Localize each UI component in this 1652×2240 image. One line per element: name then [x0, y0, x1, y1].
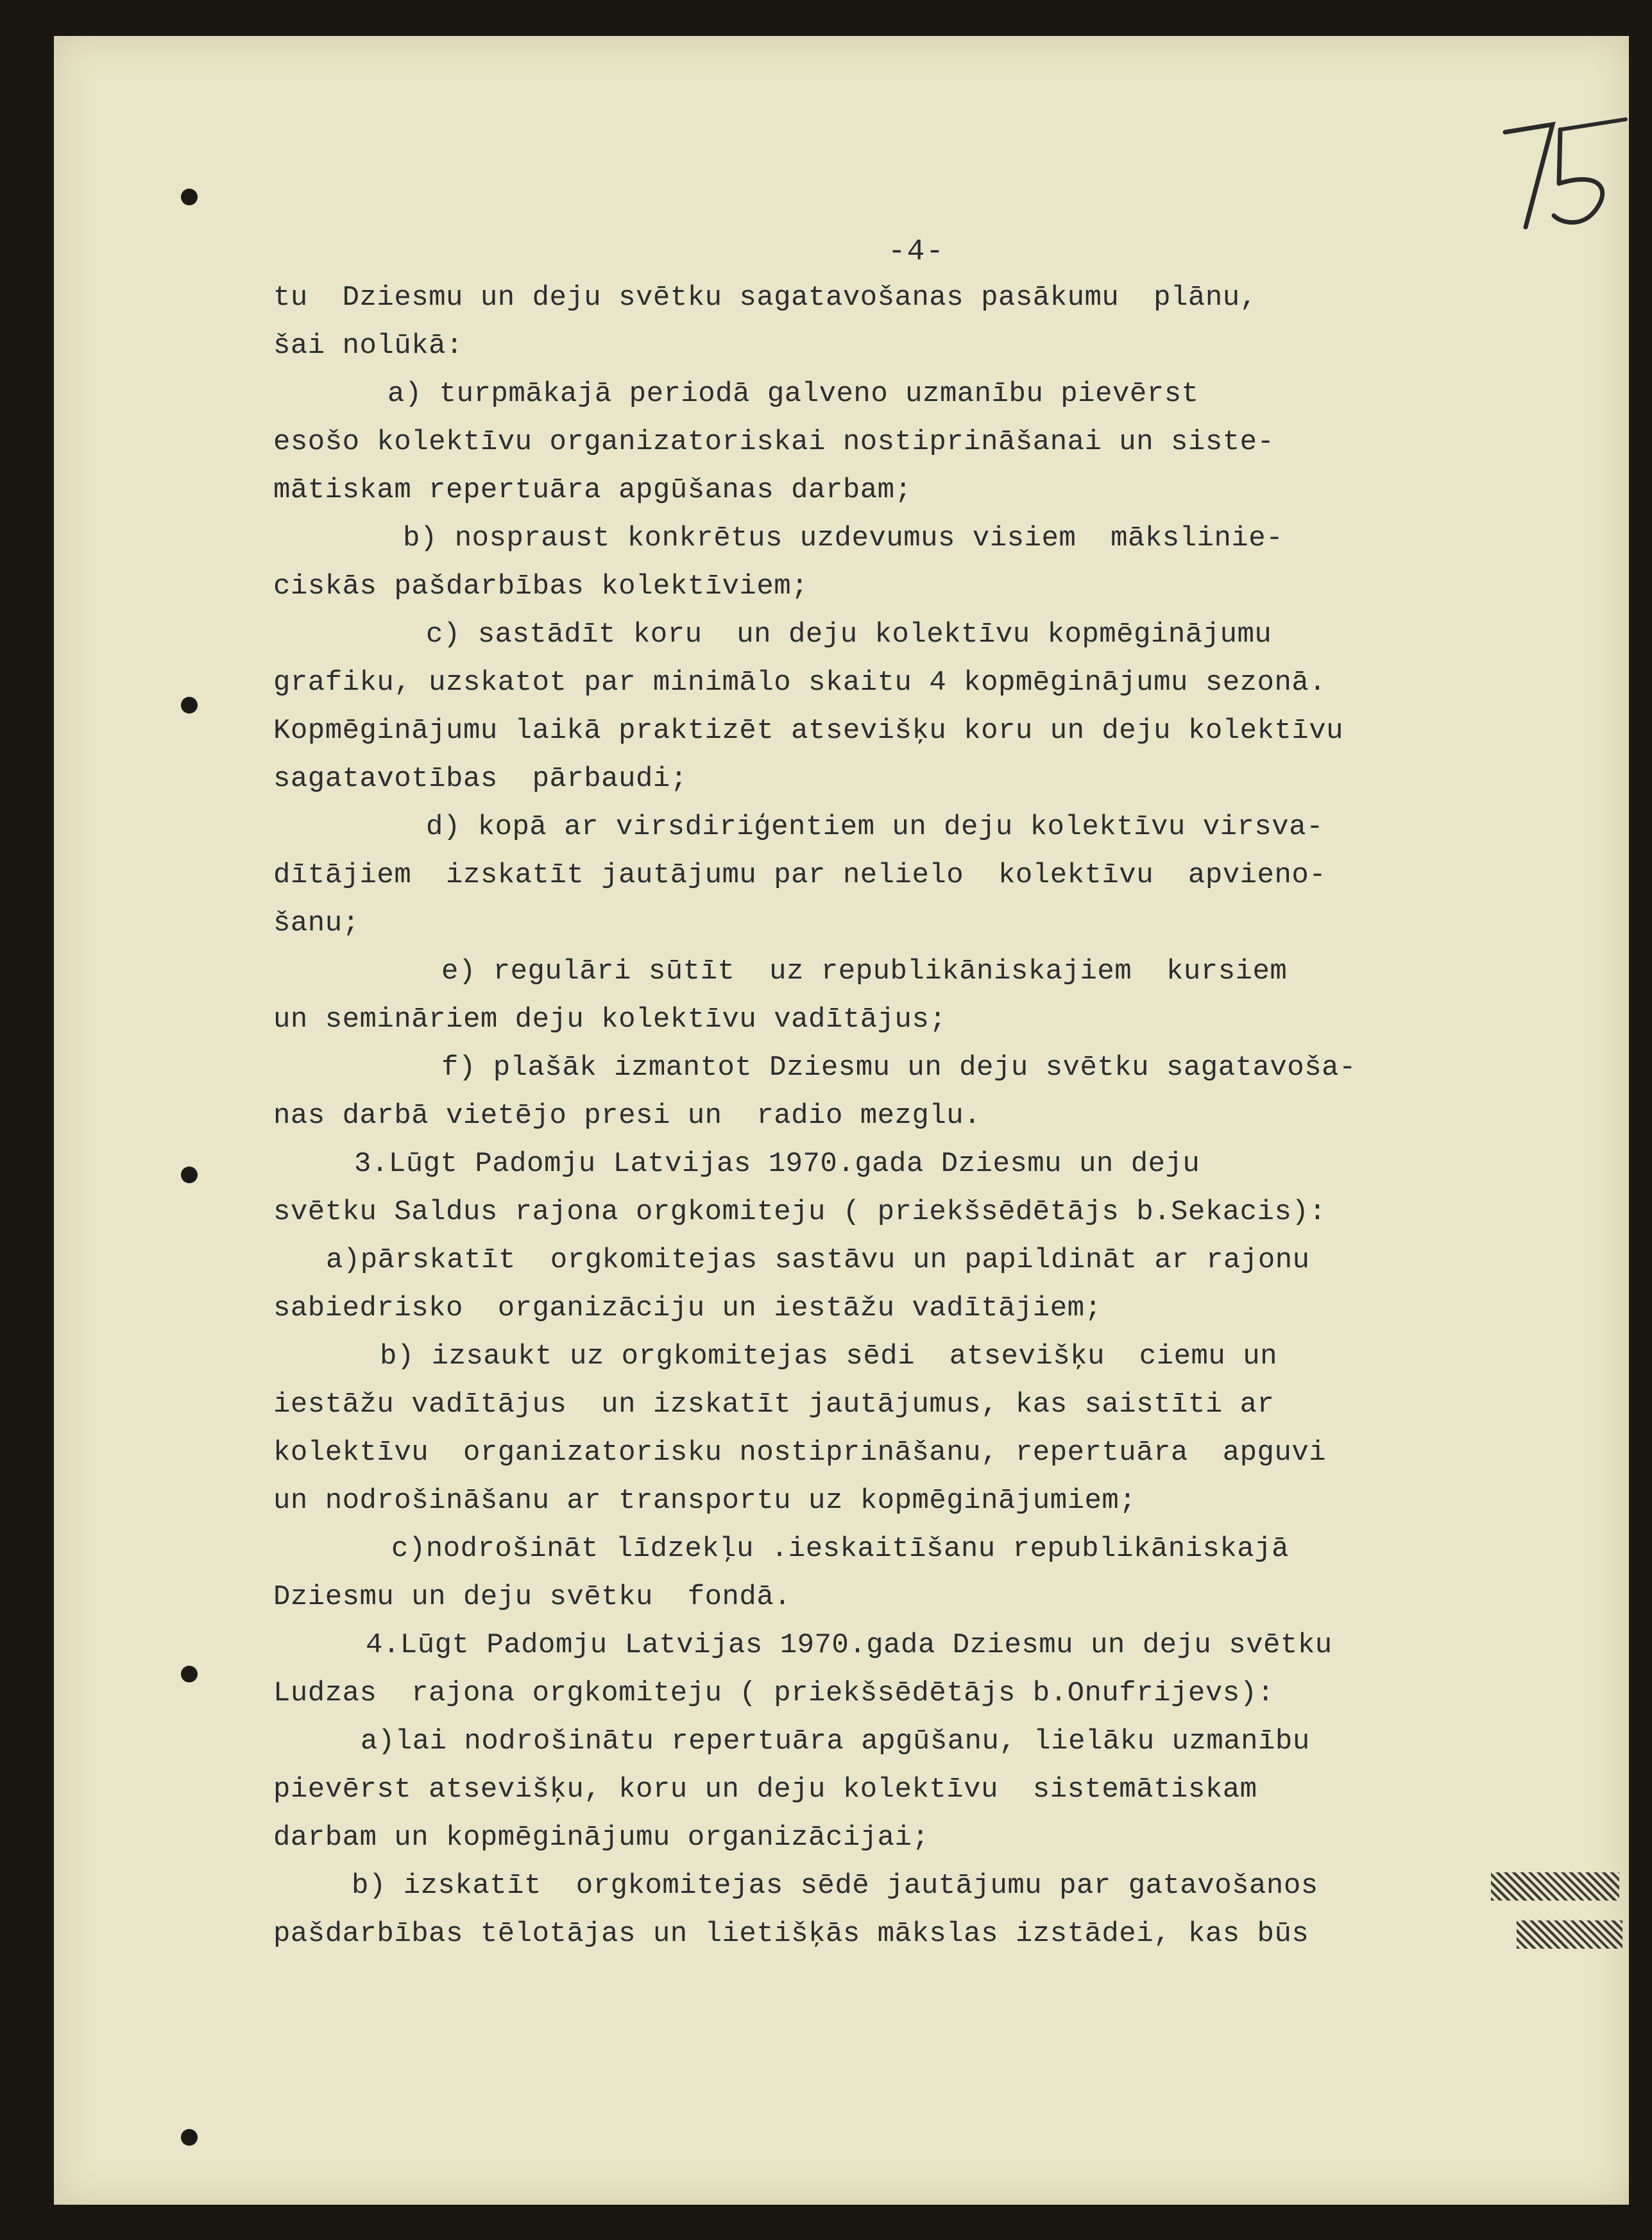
text-line-25: kolektīvu organizatorisku nostiprināšanu, repertuāra apguvi [273, 1437, 1327, 1469]
document-page [54, 36, 1629, 2205]
text-line-21: a)pārskatīt orgkomitejas sastāvu un papildināt ar rajonu [326, 1244, 1310, 1276]
text-line-35: pašdarbības tēlotājas un lietišķās mākslas izstādei, kas būs [273, 1918, 1309, 1950]
punch-hole-5 [181, 2129, 198, 2146]
text-line-13: dītājiem izskatīt jautājumu par nelielo kolektīvu apvieno- [273, 859, 1327, 891]
text-line-26: un nodrošināšanu ar transportu uz kopmēginājumiem; [273, 1485, 1137, 1517]
text-line-15: e) regulāri sūtīt uz republikāniskajiem kursiem [441, 955, 1288, 987]
punch-hole-2 [181, 697, 198, 714]
text-line-18: nas darbā vietējo presi un radio mezglu. [273, 1100, 982, 1132]
text-line-19: 3.Lūgt Padomju Latvijas 1970.gada Dziesmu un deju [354, 1148, 1200, 1180]
text-line-10: Kopmēginājumu laikā praktizēt atsevišķu koru un deju kolektīvu [273, 715, 1344, 747]
text-line-32: pievērst atsevišķu, koru un deju kolektīvu sistemātiskam [273, 1774, 1257, 1806]
text-line-11: sagatavotības pārbaudi; [273, 763, 688, 795]
text-line-9: grafiku, uzskatot par minimālo skaitu 4 kopmēginājumu sezonā. [273, 667, 1327, 699]
text-line-28: Dziesmu un deju svētku fondā. [273, 1581, 792, 1613]
punch-hole-3 [181, 1167, 198, 1183]
text-line-30: Ludzas rajona orgkomiteju ( priekšsēdētājs b.Onufrijevs): [273, 1677, 1275, 1709]
text-line-8: c) sastādīt koru un deju kolektīvu kopmēginājumu [426, 619, 1272, 651]
text-line-17: f) plašāk izmantot Dziesmu un deju svētku sagatavoša- [441, 1052, 1356, 1084]
punch-hole-1 [181, 189, 198, 205]
text-line-4: esošo kolektīvu organizatoriskai nostiprināšanai un siste- [273, 426, 1275, 458]
struck-out-word-1 [1491, 1872, 1619, 1901]
text-line-5: mātiskam repertuāra apgūšanas darbam; [273, 474, 912, 506]
text-line-23: b) izsaukt uz orgkomitejas sēdi atsevišķu ciemu un [380, 1340, 1278, 1372]
text-line-20: svētku Saldus rajona orgkomiteju ( priekšsēdētājs b.Sekacis): [273, 1196, 1327, 1228]
text-line-1: tu Dziesmu un deju svētku sagatavošanas pasākumu plānu, [273, 282, 1257, 314]
text-line-24: iestāžu vadītājus un izskatīt jautājumus, kas saistīti ar [273, 1389, 1275, 1421]
text-line-31: a)lai nodrošinātu repertuāra apgūšanu, lielāku uzmanību [361, 1725, 1310, 1757]
text-line-2: šai nolūkā: [273, 330, 463, 362]
punch-hole-4 [181, 1666, 198, 1682]
text-line-33: darbam un kopmēginājumu organizācijai; [273, 1822, 930, 1854]
text-line-29: 4.Lūgt Padomju Latvijas 1970.gada Dziesmu un deju svētku [366, 1629, 1333, 1661]
text-line-3: a) turpmākajā periodā galveno uzmanību pievērst [387, 378, 1199, 410]
text-line-12: d) kopā ar virsdiriģentiem un deju kolektīvu virsva- [426, 811, 1324, 843]
text-line-6: b) nospraust konkrētus uzdevumus visiem mākslinie- [403, 522, 1284, 554]
handwritten-folio-number [1491, 107, 1645, 235]
text-line-34: b) izskatīt orgkomitejas sēdē jautājumu par gatavošanos [352, 1870, 1318, 1902]
text-line-14: šanu; [273, 907, 360, 939]
text-line-22: sabiedrisko organizāciju un iestāžu vadītājiem; [273, 1292, 1102, 1324]
text-line-27: c)nodrošināt līdzekļu .ieskaitīšanu republikāniskajā [391, 1533, 1290, 1565]
text-line-7: ciskās pašdarbības kolektīviem; [273, 570, 809, 603]
page-number: -4- [888, 235, 945, 268]
struck-out-word-2 [1517, 1920, 1622, 1949]
text-line-16: un semināriem deju kolektīvu vadītājus; [273, 1004, 947, 1036]
